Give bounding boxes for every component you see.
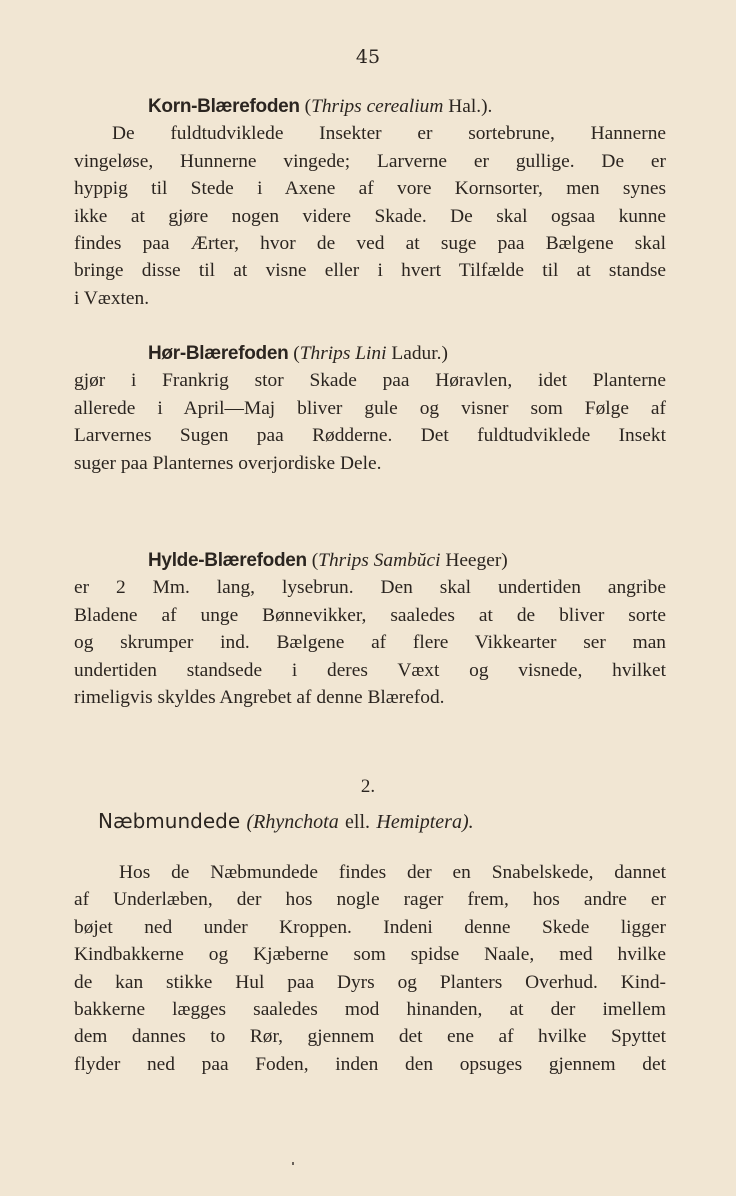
text-line: af Underlæben, der hos nogle rager frem, hos andre er xyxy=(74,889,666,911)
text-line: Bladene af unge Bønnevikker, saaledes at de bliver sorte xyxy=(74,604,666,626)
section-2-body xyxy=(74,859,666,1078)
section-title xyxy=(98,809,474,834)
heading-author: Ladur.) xyxy=(391,343,448,364)
heading-author: Heeger) xyxy=(445,550,508,571)
text-line: Hos de Næbmundede findes der en Snabelskede, dannet xyxy=(119,862,666,883)
text-line: bringe disse til at visne eller i hvert Tilfælde til at standse xyxy=(74,260,666,282)
section-title-latin: (Rhynchota xyxy=(246,811,339,833)
text-line: Larvernes Sugen paa Rødderne. Det fuldtudviklede Insekt xyxy=(74,425,666,447)
text-line: i Væxten. xyxy=(74,287,150,309)
text-line: er 2 Mm. lang, lysebrun. Den skal undertiden angribe xyxy=(74,577,666,599)
heading-name: Hør-Blærefoden xyxy=(148,343,289,364)
text-line: undertiden standsede i deres Væxt og visnede, hvilket xyxy=(74,659,666,681)
text-line: og skrumper ind. Bælgene af flere Vikkearter ser man xyxy=(74,632,666,654)
text-line: bøjet ned under Kroppen. Indeni denne Skede ligger xyxy=(74,916,666,938)
page-number: 45 xyxy=(355,46,381,68)
text-line: flyder ned paa Foden, inden den opsuges gjennem det xyxy=(74,1053,666,1075)
heading-author: Hal.). xyxy=(448,96,493,117)
heading-species: Thrips Lini xyxy=(299,343,387,364)
text-line: findes paa Ærter, hvor de ved at suge paa Bælgene skal xyxy=(74,232,666,254)
heading-species: Thrips cerealium xyxy=(311,96,444,117)
section-title-main: Næbmundede xyxy=(98,809,241,833)
section-hor-blaerefoden xyxy=(74,340,666,477)
text-line: gjør i Frankrig stor Skade paa Høravlen, idet Planterne xyxy=(74,370,666,392)
text-line: rimeligvis skyldes Angrebet af denne Blærefod. xyxy=(74,686,445,708)
section-title-conj: ell. xyxy=(345,811,371,833)
paper-speck xyxy=(292,1162,294,1165)
text-line: bakkerne lægges saaledes mod hinanden, at der imellem xyxy=(74,998,666,1020)
text-line: Kindbakkerne og Kjæberne som spidse Naale, med hvilke xyxy=(74,944,666,966)
text-line: De fuldtudviklede Insekter er sortebrune, Hannerne xyxy=(112,123,666,145)
text-line: ikke at gjøre nogen videre Skade. De skal ogsaa kunne xyxy=(74,205,666,227)
text-line: allerede i April—Maj bliver gule og visner som Følge af xyxy=(74,397,666,419)
section-heading: Hør-Blærefoden (Thrips Lini Ladur.) xyxy=(148,343,448,364)
text-line: de kan stikke Hul paa Dyrs og Planters Overhud. Kind- xyxy=(74,971,666,993)
text-line: hyppig til Stede i Axene af vore Kornsorter, men synes xyxy=(74,178,666,200)
section-number: 2. xyxy=(360,776,376,797)
text-line: dem dannes to Rør, gjennem det ene af hvilke Spyttet xyxy=(74,1026,666,1048)
text-line: suger paa Planternes overjordiske Dele. xyxy=(74,452,382,474)
heading-name: Korn-Blærefoden xyxy=(148,96,300,117)
section-heading: Hylde-Blærefoden (Thrips Sambŭci Heeger) xyxy=(148,550,508,571)
heading-name: Hylde-Blærefoden xyxy=(148,550,307,571)
section-title-latin2: Hemiptera). xyxy=(376,811,474,833)
section-korn-blaerefoden xyxy=(74,93,666,312)
heading-species: Thrips Sambŭci xyxy=(318,550,441,571)
section-hylde-blaerefoden xyxy=(74,547,666,711)
section-heading: Korn-Blærefoden (Thrips cerealium Hal.). xyxy=(148,96,493,117)
text-line: vingeløse, Hunnerne vingede; Larverne er gullige. De er xyxy=(74,150,666,172)
